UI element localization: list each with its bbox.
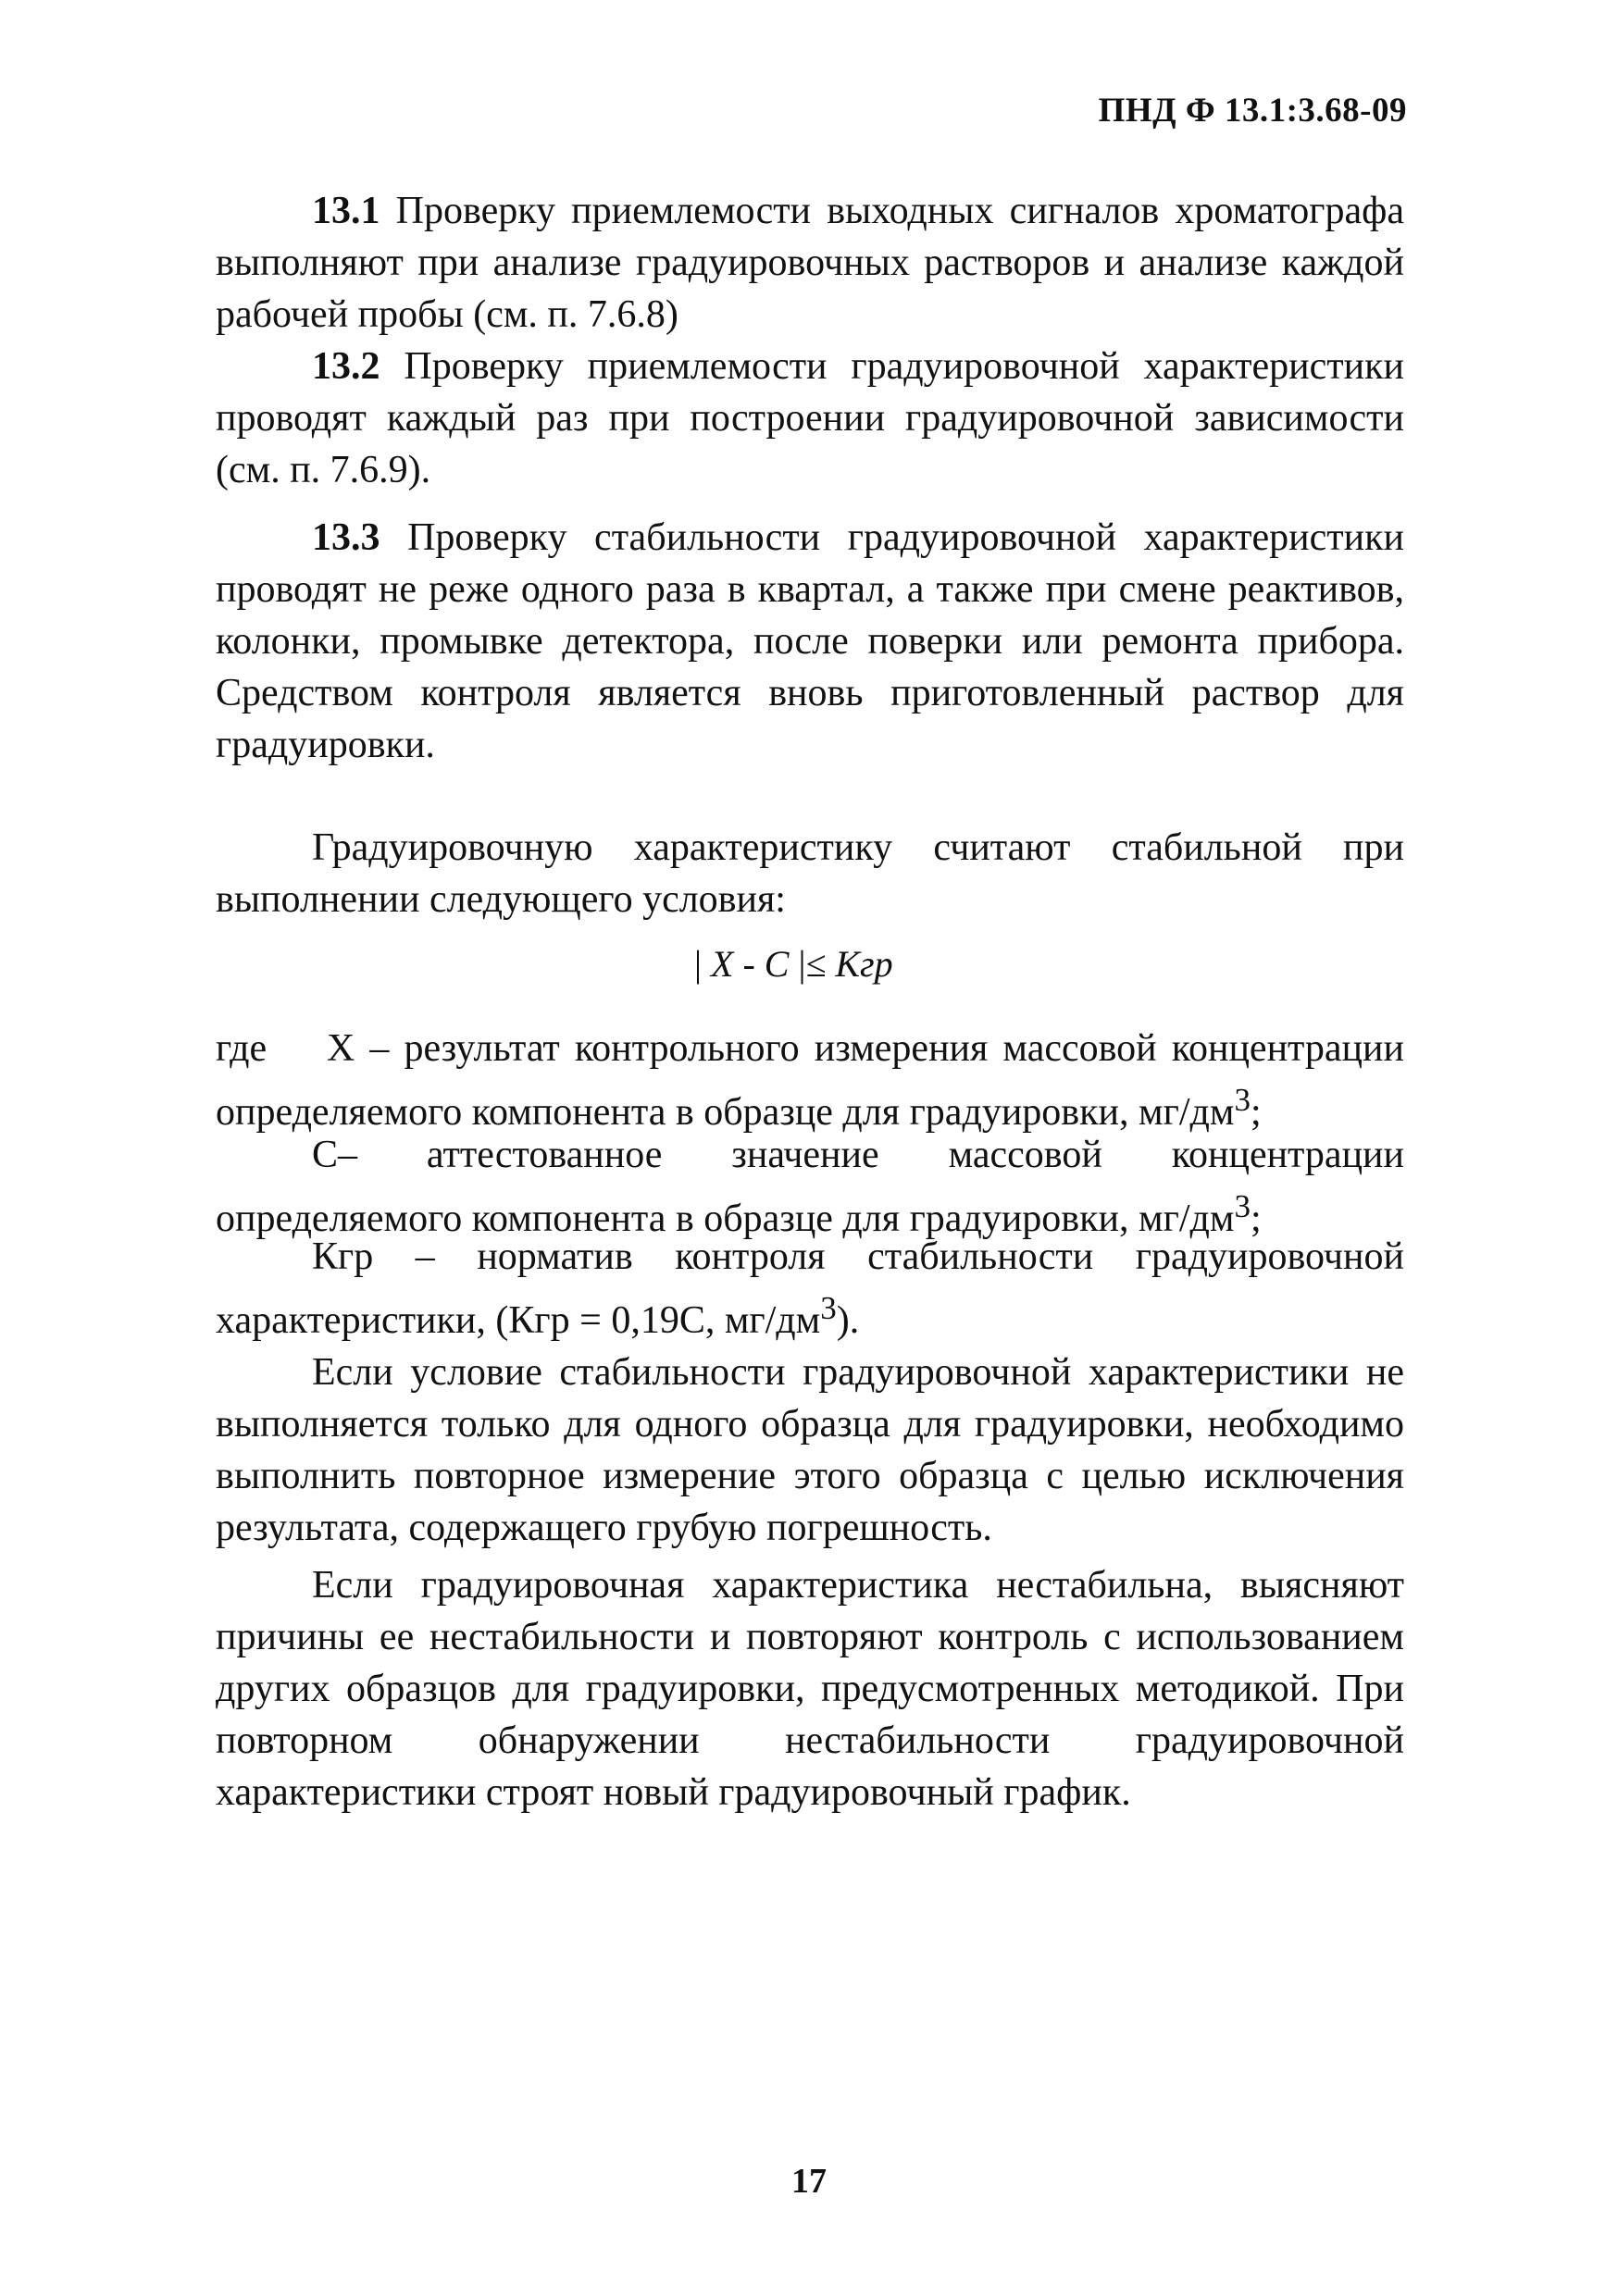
- section-number: 13.2: [312, 345, 380, 388]
- section-text: Проверку приемлемости градуировочной характеристики проводят каждый раз при построении градуировочной зависимости (см. п. 7.6.9).: [216, 345, 1404, 491]
- definition-x: [216, 1023, 1404, 1138]
- superscript: 3: [820, 1290, 837, 1326]
- paragraph-unstable-characteristic: Если градуировочная характеристика нестабильна, выясняют причины ее нестабильности и повторяют контроль с использованием других образцов для градуировки, предусмотренных методикой. При повторном обнаружении нестабильности градуировочной характеристики строят новый градуировочный график.: [216, 1564, 1404, 1814]
- definition-c-text: С– аттестованное значение массовой концентрации определяемого компонента в образце для градуировки, мг/дм: [216, 1134, 1404, 1240]
- section-13-3: [216, 512, 1404, 771]
- definition-k: [216, 1231, 1404, 1347]
- definition-x-end: ;: [1250, 1091, 1262, 1134]
- definition-k-end: ).: [836, 1299, 860, 1342]
- abs-bar-right: |: [798, 943, 806, 985]
- page-number: 17: [791, 2162, 827, 2201]
- superscript: 3: [1234, 1188, 1251, 1224]
- section-13-2: [216, 341, 1404, 496]
- superscript: 3: [1234, 1082, 1251, 1118]
- section-number: 13.3: [312, 516, 380, 559]
- section-number: 13.1: [312, 190, 380, 232]
- abs-bar-left: |: [694, 943, 703, 985]
- formula-expression: X - C: [711, 943, 790, 985]
- section-text: Проверку стабильности градуировочной характеристики проводят не реже одного раза в квартал, а также при смене реактивов, колонки, промывке детектора, после поверки или ремонта прибора. Средством контроля является вновь приготовленный раствор для градуировки.: [216, 516, 1404, 766]
- definition-x-text: X – результат контрольного измерения массовой концентрации определяемого компонента в образце для градуировки, мг/дм: [216, 1027, 1404, 1134]
- paragraph-single-sample-failure: Если условие стабильности градуировочной характеристики не выполняется только для одного образца для градуировки, необходимо выполнить повторное измерение этого образца с целью исключения результата, содержащего грубую погрешность.: [216, 1351, 1404, 1549]
- definition-c: [216, 1129, 1404, 1245]
- stability-formula: [694, 942, 893, 986]
- section-13-1: [216, 185, 1404, 341]
- definition-lead: где: [216, 1027, 268, 1070]
- stability-intro: Градуировочную характеристику считают стабильной при выполнении следующего условия:: [216, 826, 1404, 921]
- section-text: Проверку приемлемости выходных сигналов хроматографа выполняют при анализе градуировочных растворов и анализе каждой рабочей пробы (см. п. 7.6.8): [216, 190, 1404, 336]
- document-code-header: ПНД Ф 13.1:3.68-09: [1098, 92, 1407, 130]
- definition-k-text: Кгр – норматив контроля стабильности градуировочной характеристики, (Кгр = 0,19С, мг/дм: [216, 1235, 1404, 1342]
- definition-c-end: ;: [1250, 1198, 1262, 1240]
- formula-relation: ≤ Кгр: [805, 943, 893, 985]
